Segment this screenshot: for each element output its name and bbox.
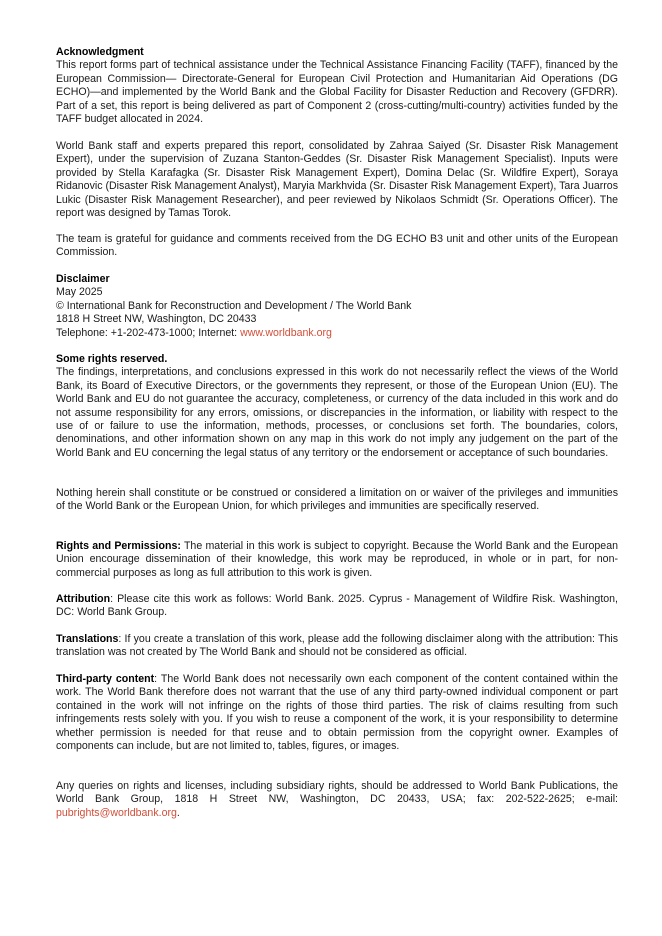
acknowledgment-paragraph-3: The team is grateful for guidance and comments received from the DG ECHO B3 unit and other units of the European Commission.: [56, 233, 618, 259]
attribution-section: [56, 593, 618, 620]
disclaimer-heading: Disclaimer: [56, 273, 110, 285]
attribution-label: Attribution: [56, 593, 111, 605]
telephone-text: Telephone: +1-202-473-1000; Internet:: [56, 326, 241, 339]
queries-end: .: [176, 806, 180, 819]
rights-section: [56, 353, 618, 460]
rights-privileges: [56, 487, 618, 514]
queries-section: [56, 780, 618, 820]
acknowledgment-contributors: [56, 140, 618, 220]
disclaimer-address: 1818 H Street NW, Washington, DC 20433: [56, 313, 257, 326]
disclaimer-section: [56, 273, 618, 340]
third-party-text: : The World Bank does not necessarily own each component of the content contained within the work. The World Bank therefore does not warrant that the use of any third party-owned individual component or part contained in the work will not infringe on the rights of those third parties. The risk of claims resulting from such infringements rests solely with you. If you wish to reuse a component of the work, it is your responsibility to determine whether permission is needed for that reuse and to obtain permission from the copyright owner. Examples of components can include, but are not limited to, tables, figures, or images.: [56, 673, 619, 753]
acknowledgment-thanks: [56, 233, 618, 260]
website-link[interactable]: www.worldbank.org: [240, 326, 332, 339]
acknowledgment-heading: Acknowledgment: [56, 46, 144, 58]
translations-text: : If you create a translation of this work, please add the following disclaimer along with the attribution: This translation was not created by The World Bank and should not be considered as official.: [56, 633, 618, 659]
translations-label: Translations: [56, 633, 119, 645]
rights-paragraph-2: Nothing herein shall constitute or be construed or considered a limitation on or waiver of the privileges and immunities of the World Bank or the European Union, for which privileges and immunities are specifically reserved.: [56, 487, 618, 513]
third-party-label: Third-party content: [56, 673, 155, 685]
disclaimer-date: May 2025: [56, 286, 103, 299]
email-link[interactable]: pubrights@worldbank.org: [56, 806, 177, 819]
acknowledgment-section: [56, 46, 618, 126]
acknowledgment-paragraph-2: World Bank staff and experts prepared this report, consolidated by Zahraa Saiyed (Sr. Disaster Risk Management Expert), under the supervision of Zuzana Stanton-Geddes (Sr. Disaster Risk Management Specialist). Inputs were provided by Stella Karafagka (Sr. Disaster Risk Management Expert), Domina Delac (Sr. Wildfire Expert), Soraya Ridanovic (Disaster Risk Management Analyst), Maryia Markhvida (Sr. Disaster Risk Management Expert), Tara Juarros Lukic (Disaster Risk Management Researcher), and peer reviewed by Nikolaos Schmidt (Sr. Operations Officer). The report was designed by Tamas Torok.: [56, 140, 618, 220]
acknowledgment-paragraph-1: This report forms part of technical assistance under the Technical Assistance Financing Facility (TAFF), financed by the European Commission— Directorate-General for European Civil Protection and Humanitarian Aid Operations (DG ECHO)—and implemented by the World Bank and the Global Facility for Disaster Reduction and Recovery (GFDRR). Part of a set, this report is being delivered as part of Component 2 (cross-cutting/multi-country) activities funded by the TAFF budget allocated in 2024.: [56, 59, 618, 126]
translations-section: [56, 633, 618, 660]
rights-paragraph-1: The findings, interpretations, and conclusions expressed in this work do not necessarily reflect the views of the World Bank, its Board of Executive Directors, or the governments they represent, or those of the European Union (EU). The World Bank and EU do not guarantee the accuracy, completeness, or currency of the data included in this work and do not assume responsibility for any errors, omissions, or discrepancies in the information, or liability with respect to the use of or failure to use the information, methods, processes, or conclusions set forth. The boundaries, colors, denominations, and other information shown on any map in this work do not imply any judgement on the part of the World Bank and EU concerning the legal status of any territory or the endorsement or acceptance of such boundaries.: [56, 366, 618, 459]
permissions-label: Rights and Permissions:: [56, 540, 181, 552]
rights-heading: Some rights reserved.: [56, 353, 168, 365]
disclaimer-contact: [56, 327, 618, 340]
third-party-section: [56, 673, 618, 753]
disclaimer-copyright: © International Bank for Reconstruction and Development / The World Bank: [56, 299, 412, 312]
attribution-text: : Please cite this work as follows: World Bank. 2025. Cyprus - Management of Wildfire Risk. Washington, DC: World Bank Group.: [56, 593, 618, 619]
queries-text: Any queries on rights and licenses, including subsidiary rights, should be addressed to World Bank Publications, the World Bank Group, 1818 H Street NW, Washington, DC 20433, USA; fax: 202-522-2625; e-mail:: [56, 780, 618, 806]
permissions-text: The material in this work is subject to copyright. Because the World Bank and the European Union encourage dissemination of their knowledge, this work may be reproduced, in whole or in part, for non-commercial purposes as long as full attribution to this work is given.: [56, 540, 618, 579]
permissions-section: [56, 540, 618, 580]
